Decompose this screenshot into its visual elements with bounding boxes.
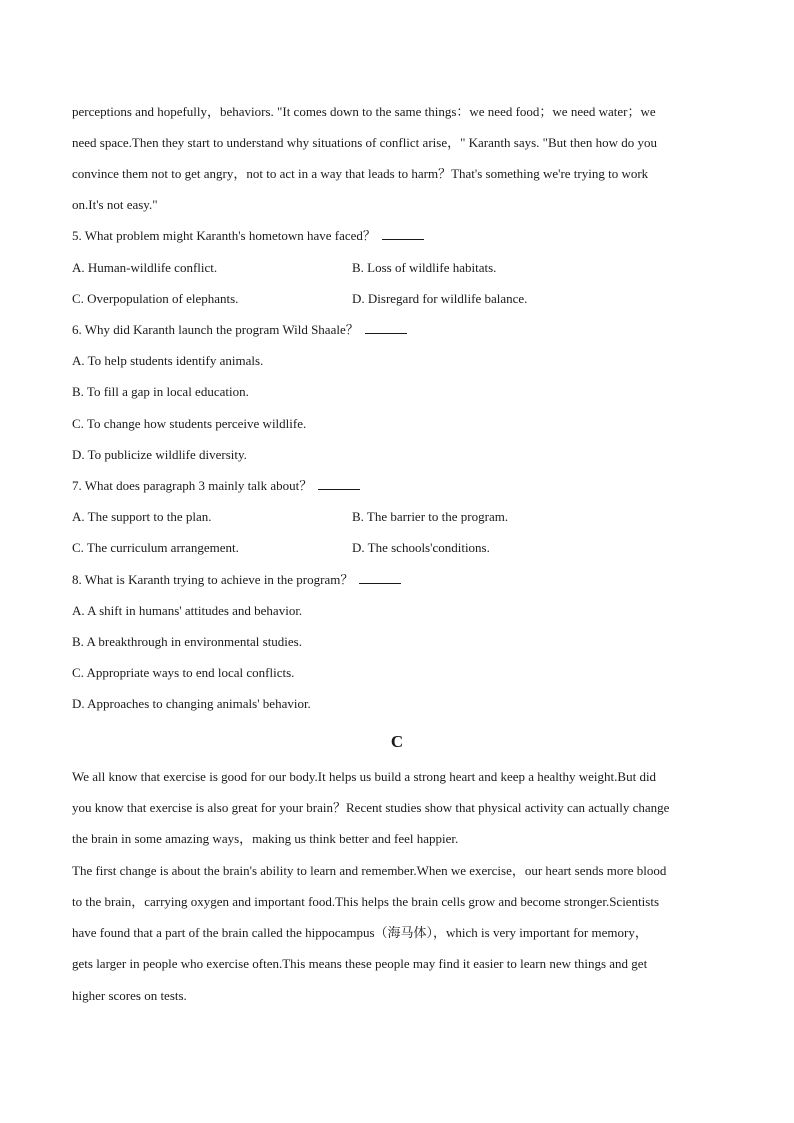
answer-blank xyxy=(318,477,360,490)
question-5-stem: 5. What problem might Karanth's hometown have faced？ xyxy=(72,227,732,245)
question-8-option-c: C. Appropriate ways to end local conflicts. xyxy=(72,665,295,680)
question-6-option-c: C. To change how students perceive wildlife. xyxy=(72,416,307,431)
question-5-option-a: A. Human-wildlife conflict. xyxy=(72,260,218,275)
question-5-option-c: C. Overpopulation of elephants. xyxy=(72,291,239,306)
passage-c-line: the brain in some amazing ways，making us think better and feel happier. xyxy=(72,831,459,846)
passage-c-line: The first change is about the brain's ability to learn and remember.When we exercise，our heart sends more blood xyxy=(72,863,667,878)
question-8-option-a: A. A shift in humans' attitudes and behavior. xyxy=(72,603,303,618)
question-7-option-d: D. The schools'conditions. xyxy=(352,540,490,555)
question-7-option-a: A. The support to the plan. xyxy=(72,509,212,524)
passage-line: on.It's not easy." xyxy=(72,197,158,212)
passage-c-line: have found that a part of the brain called the hippocampus（海马体），which is very important for memory， xyxy=(72,925,648,940)
question-5-option-b: B. Loss of wildlife habitats. xyxy=(352,260,497,275)
passage-line: convince them not to get angry，not to act in a way that leads to harm？That's something we're trying to work xyxy=(72,166,649,181)
answer-blank xyxy=(359,571,401,584)
question-6-stem: 6. Why did Karanth launch the program Wild Shaale？ xyxy=(72,321,732,339)
question-8-stem: 8. What is Karanth trying to achieve in the program？ xyxy=(72,571,732,589)
question-6-option-b: B. To fill a gap in local education. xyxy=(72,384,249,399)
passage-c-line: higher scores on tests. xyxy=(72,988,187,1003)
passage-c-line: We all know that exercise is good for our body.It helps us build a strong heart and keep a healthy weight.But did xyxy=(72,769,657,784)
passage-line: need space.Then they start to understand why situations of conflict arise，" Karanth says. "But then how do you xyxy=(72,135,658,150)
question-7-option-b: B. The barrier to the program. xyxy=(352,509,509,524)
passage-c-line: you know that exercise is also great for your brain？Recent studies show that physical activity can actually change xyxy=(72,800,670,815)
question-5-option-d: D. Disregard for wildlife balance. xyxy=(352,291,528,306)
question-6-option-d: D. To publicize wildlife diversity. xyxy=(72,447,247,462)
question-8-option-d: D. Approaches to changing animals' behavior. xyxy=(72,696,311,711)
section-c-title: C xyxy=(390,732,404,751)
question-8-option-b: B. A breakthrough in environmental studies. xyxy=(72,634,302,649)
answer-blank xyxy=(382,227,424,240)
passage-line: perceptions and hopefully，behaviors. "It comes down to the same things：we need food；we need water；we xyxy=(72,104,656,119)
passage-c-line: gets larger in people who exercise often.This means these people may find it easier to learn new things and get xyxy=(72,956,648,971)
passage-c-line: to the brain，carrying oxygen and important food.This helps the brain cells grow and become stronger.Scientists xyxy=(72,894,660,909)
question-7-option-c: C. The curriculum arrangement. xyxy=(72,540,239,555)
question-7-stem: 7. What does paragraph 3 mainly talk about？ xyxy=(72,477,732,495)
answer-blank xyxy=(365,321,407,334)
question-6-option-a: A. To help students identify animals. xyxy=(72,353,264,368)
